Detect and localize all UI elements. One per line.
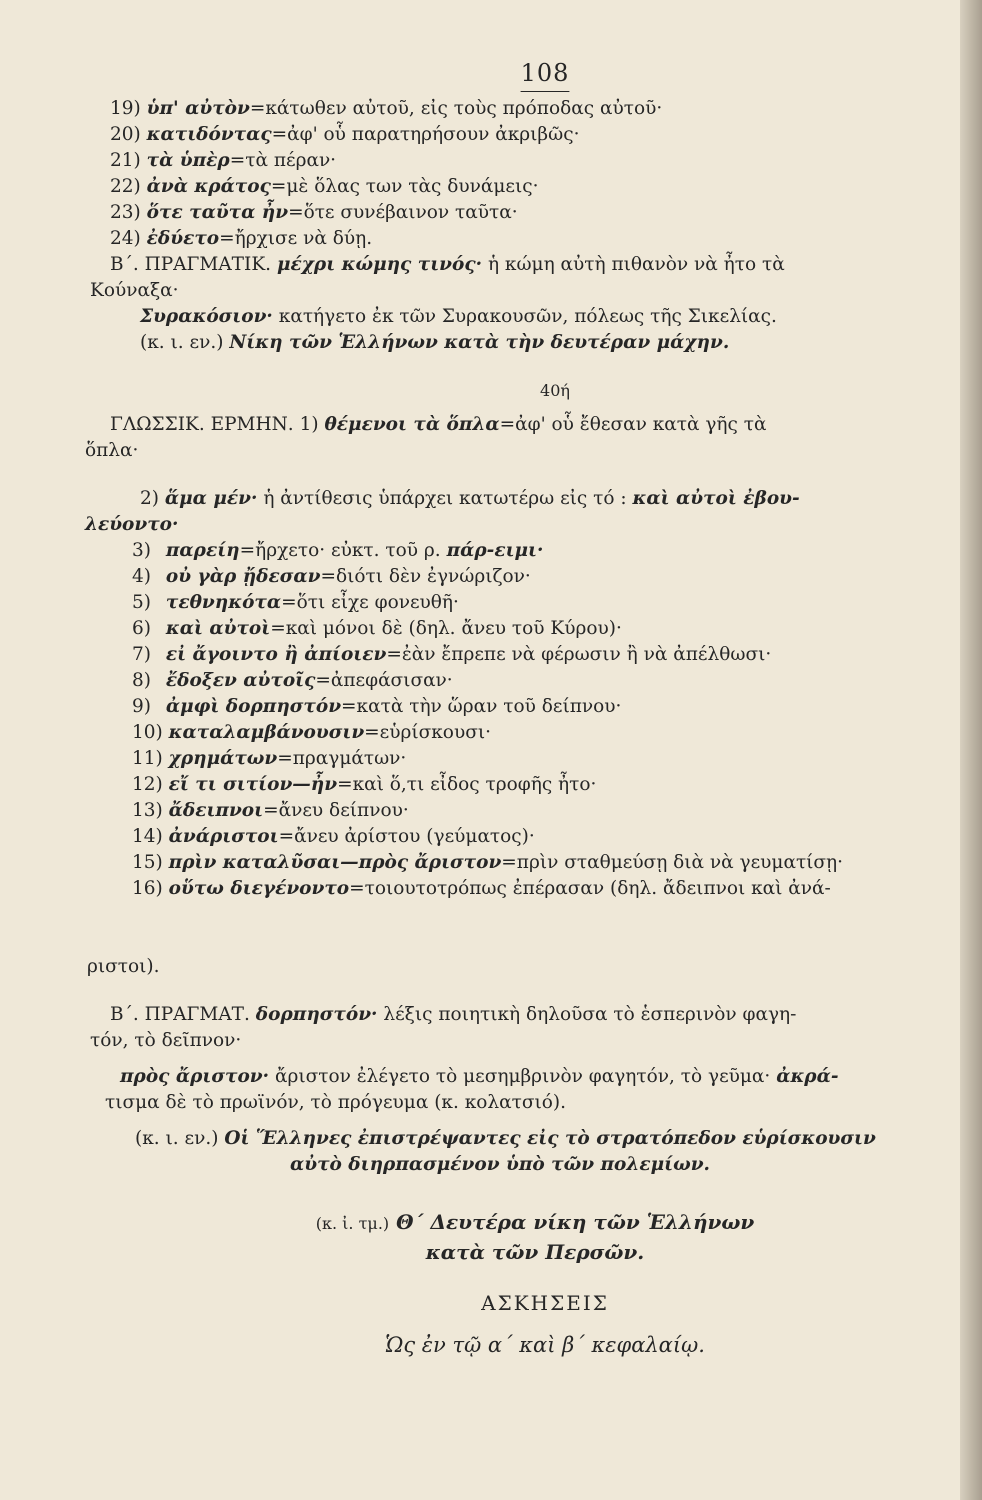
note-number: 19) [110,98,141,119]
exercises-title: ΑΣΚΗΣΕΙΣ [481,1291,609,1315]
glossik-line [110,486,940,512]
glossik-line: ὅπλα· [85,440,139,461]
list-item [132,668,940,694]
list-item [132,850,940,876]
note-term: ὅτε ταῦτα ἦν [146,202,289,223]
note-number: 8) [132,670,151,691]
list-item [132,876,940,902]
note-term: ἅμα μέν· [164,488,258,509]
note-number: 23) [110,202,141,223]
note-term: ἀκρά- [776,1066,839,1087]
title-text: Νίκη τῶν Ἑλλήνων κατὰ τὴν δευτέραν μάχην. [229,332,730,353]
list-item [110,122,940,148]
glossik-line: λεύοντο· [85,514,179,535]
note-number: 3) [132,540,151,561]
note-term: πρὸς ἄριστον· [120,1066,270,1087]
note-number: 22) [110,176,141,197]
note-term: ἔδοξεν αὐτοῖς [165,670,316,691]
note-number: 5) [132,592,151,613]
note-gloss: =ἤρχετο· εὐκτ. τοῦ ρ. [239,540,441,561]
list-item [132,642,940,668]
title-text: Οἱ Ἕλληνες ἐπιστρέψαντες εἰς τὸ στρατόπεδον εὑρίσκουσιν [224,1128,876,1149]
note-term: ἀνάριστοι [168,826,279,847]
chapter-title-cont: αὐτὸ διηρπασμένον ὑπὸ τῶν πολεμίων. [290,1154,710,1175]
note-number: 6) [132,618,151,639]
note-term: οὐ γὰρ ᾔδεσαν [165,566,321,587]
note-gloss: =ἐὰν ἔπρεπε νὰ φέρωσιν ἢ νὰ ἀπέλθωσι· [386,644,772,665]
pragmatik-line [110,252,940,278]
note-number: 11) [132,748,163,769]
list-item-continuation: ριστοι). [87,956,160,977]
note-term: τὰ ὑπὲρ [146,150,230,171]
list-item [110,200,940,226]
lesson-title-line2: κατὰ τῶν Περσῶν. [425,1240,645,1264]
list-item [132,902,940,928]
note-gloss: =ἤρχισε νὰ δύῃ. [219,228,373,249]
list-item [132,538,940,564]
note-gloss: =πρὶν σταθμεύσῃ διὰ νὰ γευματίσῃ· [501,852,844,873]
note-term: καὶ αὐτοὶ [165,618,271,639]
section-number: 40ή [540,381,570,400]
note-term: εἴ τι σιτίον—ἦν [168,774,338,795]
note-text: λέξις ποιητικὴ δηλοῦσα τὸ ἑσπερινὸν φαγη- [383,1004,797,1025]
note-term: ἀνὰ κράτος [146,176,271,197]
note-text: ἡ κώμη αὐτὴ πιθανὸν νὰ ἦτο τὰ [487,254,785,275]
note-gloss: =ἀπεφάσισαν· [315,670,453,691]
list-item [110,174,940,200]
list-item [132,798,940,824]
note-gloss: =ὅτι εἶχε φονευθῆ· [281,592,459,613]
title-ref: (κ. ι. εν.) [140,332,224,353]
list-item [132,564,940,590]
pragmatik-section-b [90,1002,940,1178]
note-number: 21) [110,150,141,171]
note-gloss: =διότι δὲν ἐγνώριζον· [320,566,531,587]
note-term: ἀμφὶ δορπηστόν [165,696,342,717]
note-text: κατήγετο ἐκ τῶν Συρακουσῶν, πόλεως τῆς Σικελίας. [278,306,777,327]
note-number: 4) [132,566,151,587]
pragmatik-line [110,304,940,330]
note-term: οὕτω διεγένοντο [168,878,350,899]
list-item [110,226,940,252]
note-gloss: =κάτωθεν αὐτοῦ, εἰς τοὺς πρόποδας αὐτοῦ· [249,98,663,119]
note-gloss: =ἀφ' οὗ ἔθεσαν κατὰ γῆς τὰ [499,414,767,435]
note-number: 16) [132,878,163,899]
note-gloss: =πραγμάτων· [277,748,407,769]
note-term: ὑπ' αὐτὸν [146,98,250,119]
list-item [132,824,940,850]
section-label: Β΄. ΠΡΑΓΜΑΤ. [110,1004,250,1025]
note-gloss: =ἄνευ ἀρίστου (γεύματος)· [278,826,535,847]
pragmatik-line: Κούναξα· [90,280,179,301]
note-gloss: =κατὰ τὴν ὥραν τοῦ δείπνου· [341,696,622,717]
note-term: Συρακόσιον· [140,306,273,327]
section-label: ΓΛΩΣΣΙΚ. ΕΡΜΗΝ. [110,414,294,435]
note-term: καταλαμβάνουσιν [168,722,365,743]
note-number: 2) [140,488,159,509]
note-number: 10) [132,722,163,743]
notes-list-a [110,96,940,252]
pragmatik-section-a [90,252,940,356]
page-content [85,59,940,1358]
note-term: ἐδύετο [146,228,220,249]
note-number: 1) [299,414,319,435]
note-term: πάρ-ειμι· [446,540,544,561]
pragmatik-line: τόν, τὸ δεῖπνον· [90,1030,242,1051]
list-item [132,720,940,746]
list-item [132,694,940,720]
pragmatik-line [110,1064,940,1090]
note-gloss: =καὶ ὅ,τι εἶδος τροφῆς ἦτο· [337,774,597,795]
note-term: δορπηστόν· [255,1004,378,1025]
list-item [110,96,940,122]
chapter-title [110,330,940,356]
exercises-subtitle: Ὡς ἐν τῷ α΄ καὶ β΄ κεφαλαίῳ. [385,1333,705,1357]
note-number: 24) [110,228,141,249]
notes-list-b [87,538,940,980]
note-gloss: =ὅτε συνέβαινον ταῦτα· [288,202,518,223]
note-number: 7) [132,644,151,665]
note-term: παρείη [165,540,240,561]
note-number: 9) [132,696,151,717]
lesson-title [130,1208,940,1266]
chapter-title [110,1126,940,1152]
list-item [132,616,940,642]
note-term: τεθνηκότα [165,592,282,613]
list-item [132,928,940,954]
note-gloss: ἡ ἀντίθεσις ὑπάρχει κατωτέρω εἰς τό : [263,488,627,509]
note-term: κατιδόντας [146,124,272,145]
note-number: 14) [132,826,163,847]
list-item [110,148,940,174]
pragmatik-line: τισμα δὲ τὸ πρωϊνόν, τὸ πρόγευμα (κ. κολατσιό). [105,1092,567,1113]
note-gloss: =ἀφ' οὗ παρατηρήσουν ἀκριβῶς· [271,124,580,145]
note-gloss: =εὑρίσκουσι· [364,722,491,743]
title-ref: (κ. ι. εν.) [135,1128,219,1149]
glossik-section [85,412,940,538]
glossik-line [110,412,940,438]
note-number: 12) [132,774,163,795]
note-term: καὶ αὐτοὶ ἐβου- [632,488,800,509]
list-item [132,772,940,798]
note-term: ἄδειπνοι [168,800,264,821]
list-item [132,590,940,616]
note-number: 13) [132,800,163,821]
note-gloss: =τοιουτοτρόπως ἐπέρασαν (δηλ. ἄδειπνοι καὶ ἀνά- [349,878,831,899]
lesson-ref: (κ. ἰ. τμ.) [315,1214,390,1233]
note-gloss: =μὲ ὅλας των τὰς δυνάμεις· [270,176,539,197]
lesson-title-line1: Θ΄ Δευτέρα νίκη τῶν Ἑλλήνων [396,1210,755,1234]
page-number: 108 [520,59,570,87]
note-number: 15) [132,852,163,873]
note-number: 20) [110,124,141,145]
note-term: μέχρι κώμης τινός· [276,254,483,275]
page-edge [960,0,982,1500]
note-term: θέμενοι τὰ ὅπλα [324,414,500,435]
pragmatik-line [110,1002,940,1028]
note-term: πρὶν καταλῦσαι—πρὸς ἄριστον [168,852,502,873]
note-term: εἰ ἄγοιντο ἢ ἀπίοιεν [165,644,387,665]
note-term: χρημάτων [168,748,278,769]
note-gloss: =τὰ πέραν· [229,150,337,171]
section-label: Β΄. ΠΡΑΓΜΑΤΙΚ. [110,254,272,275]
note-text: ἄριστον ἐλέγετο τὸ μεσημβρινὸν φαγητόν, τὸ γεῦμα· [274,1066,771,1087]
note-gloss: =καὶ μόνοι δὲ (δηλ. ἄνευ τοῦ Κύρου)· [270,618,622,639]
list-item [132,746,940,772]
note-gloss: =ἄνευ δείπνου· [263,800,409,821]
